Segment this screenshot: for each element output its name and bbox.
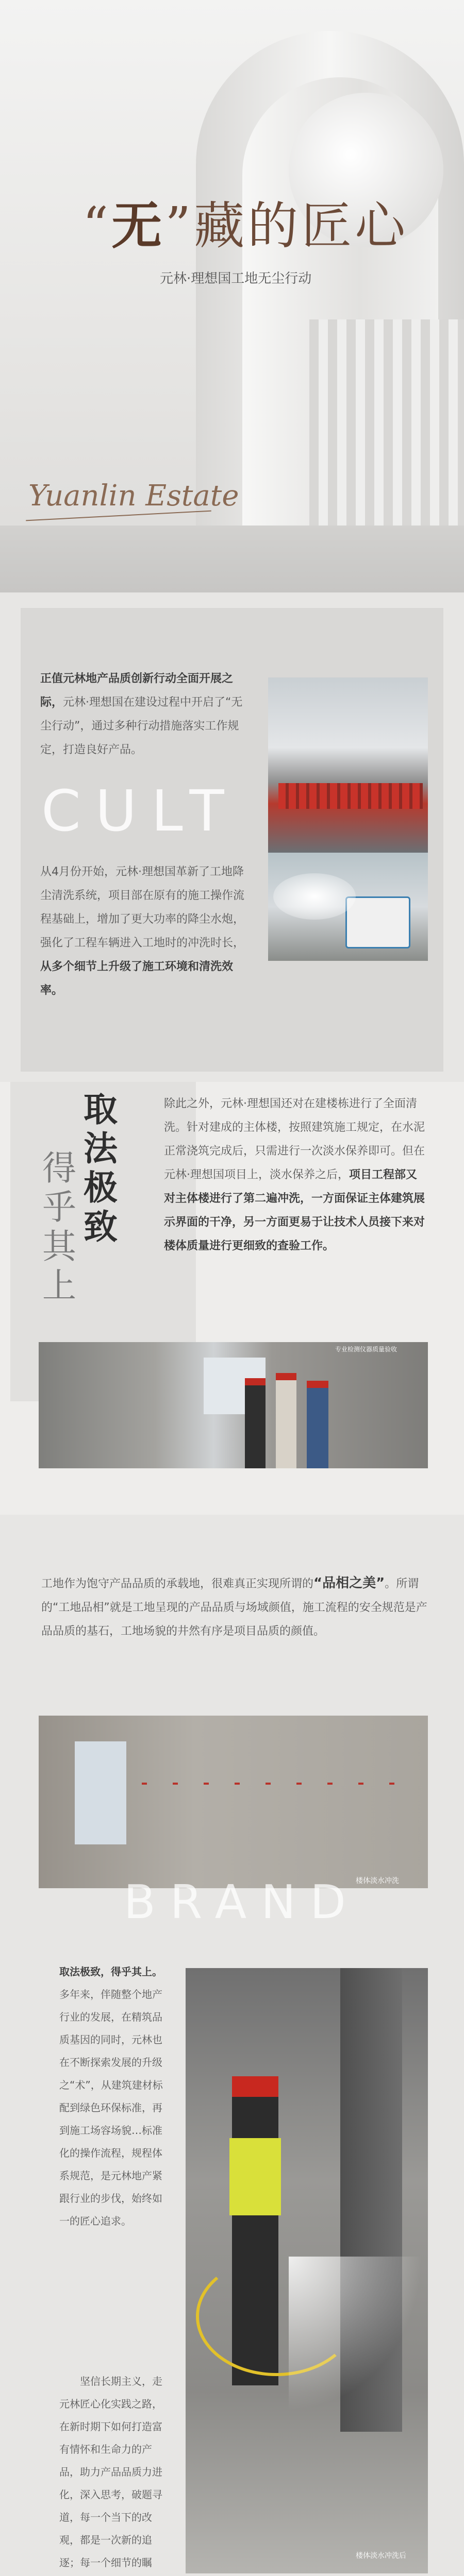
dust-cannon-machine bbox=[345, 896, 410, 948]
section-intro bbox=[0, 592, 464, 1082]
photo-dust-cannon bbox=[268, 853, 428, 961]
appearance-paragraph: 工地作为饱守产品品质的承载地，很难真正实现所谓的“品相之美”。所谓的“工地品相”就是工地呈现的产品品质与场域颜值，施工流程的安全规范是产品品质的基石，工地场貌的井然有序是项目品质的颜值。 bbox=[41, 1575, 427, 1638]
wash-rack bbox=[278, 783, 423, 809]
worker-figure bbox=[245, 1378, 266, 1468]
water-spray bbox=[289, 2257, 423, 2411]
photo-caption: 楼体淡水冲洗后 bbox=[356, 2552, 406, 2560]
page-title: “无”藏的匠心 bbox=[82, 196, 409, 256]
worker-figure bbox=[307, 1381, 328, 1468]
safety-vest bbox=[229, 2138, 281, 2215]
closing-paragraph: 坚信长期主义，走元林匠心化实践之路，在新时期下如何打造富有情怀和生命力的产品，助力产品品质力进化，深入思考，破题寻道，每一个当下的改观，都是一次新的追逐；每一个细节的瞩 bbox=[59, 2375, 162, 2569]
mist-spray bbox=[273, 873, 356, 920]
photo-caption: 专业检测仪器质量验收 bbox=[335, 1346, 397, 1353]
section-philosophy bbox=[0, 1958, 464, 2576]
photo-worker-washing bbox=[186, 1968, 428, 2573]
photo-concrete-wall bbox=[39, 1716, 428, 1888]
cleaning-paragraph: 除此之外，元林·理想国还对在建楼栋进行了全面清洗。针对建成的主体楼，按照建筑施工规定，在水泥正常浇筑完成后，只需进行一次淡水保养即可。但在元林·理想国项目上，淡水保养之后，项目工程部又对主体楼进行了第二遍冲洗，一方面保证主体建筑展示界面的干净，另一方面更易于让技术人员接下来对楼体质量进行更细致的查验工作。 bbox=[164, 1097, 425, 1252]
section-subtitle: 得乎其上 bbox=[42, 1148, 76, 1306]
window-opening bbox=[75, 1741, 126, 1844]
intro-paragraph: 正值元林地产品质创新行动全面开展之际，元林·理想国在建设过程中开启了“无尘行动”，通过多种行动措施落实工作规定，打造良好产品。 bbox=[40, 672, 243, 756]
detail-paragraph: 从4月份开始，元林·理想国革新了工地降尘清洗系统，项目部在原有的施工操作流程基础上，增加了更大功率的降尘水炮，强化了工程车辆进入工地时的冲洗时长，从多个细节上升级了施工环境和清洗效率。 bbox=[40, 866, 245, 997]
page-subtitle: 元林·理想国工地无尘行动 bbox=[160, 271, 312, 286]
worker-figure bbox=[276, 1373, 296, 1468]
section-title: 取法极致 bbox=[84, 1089, 118, 1247]
philosophy-paragraph: 取法极致，得乎其上。多年来，伴随整个地产行业的发展，在精筑品质基因的同时，元林也在不断探索发展的升级之“术”，从建筑建材标配到绿色环保标准，再到施工场容场貌…标准化的操作流程，规程体系规范，是元林地产紧跟行业的步伐，始终如一的匠心追求。 bbox=[59, 1965, 163, 2227]
section-appearance bbox=[0, 1515, 464, 1958]
photo-caption: 楼体淡水冲洗 bbox=[356, 1877, 399, 1885]
wall-markings bbox=[142, 1783, 410, 1785]
brand-script-logo: Yuanlin Estate bbox=[28, 479, 239, 513]
section-extreme bbox=[0, 1082, 464, 1515]
photo-inspection bbox=[39, 1342, 428, 1468]
photo-wash-station bbox=[268, 677, 428, 853]
decorative-floor bbox=[0, 526, 464, 592]
watermark-cult: CULT bbox=[41, 778, 239, 844]
watermark-brand: BRAND bbox=[124, 1875, 360, 1929]
hero-banner bbox=[0, 0, 464, 592]
